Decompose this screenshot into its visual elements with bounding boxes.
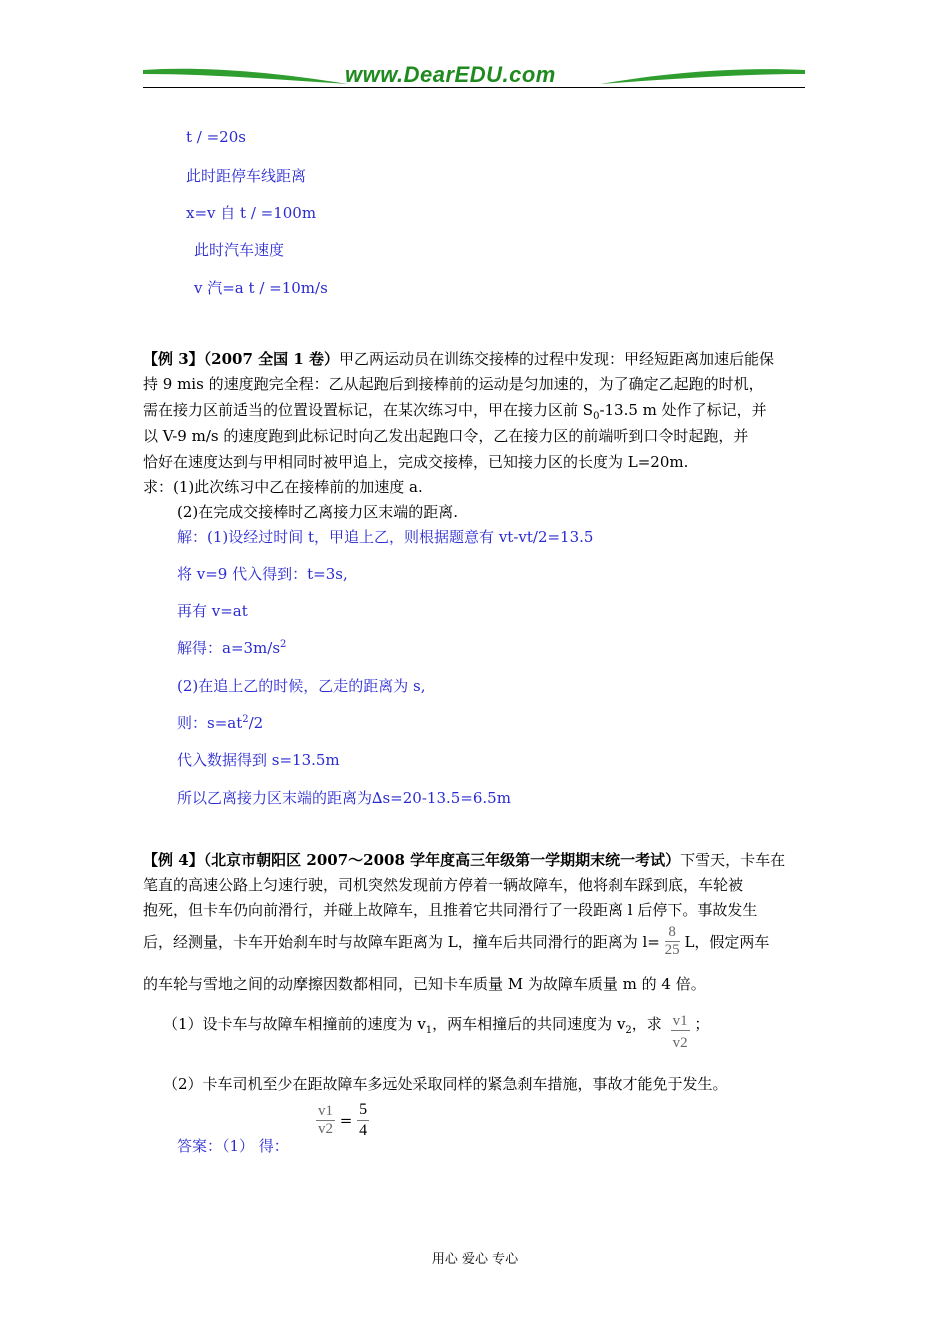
- problem-text: 的车轮与雪地之间的动摩擦因数都相同，已知卡车质量 M 为故障车质量 m 的 4 倍。: [143, 975, 706, 993]
- solution-line: 解：(1)设经过时间 t，甲追上乙，则根据题意有 vt-vt/2=13.5: [177, 528, 594, 546]
- fraction: [665, 924, 680, 959]
- example-source: （2007 全国 1 卷）: [203, 350, 340, 368]
- subscript: 2: [625, 1025, 632, 1036]
- answer-label: 答案：（1） 得：: [177, 1137, 289, 1155]
- example-source: （北京市朝阳区 2007～2008 学年度高三年级第一学期期末统一考试）: [203, 851, 681, 869]
- example-4-line: [143, 849, 785, 870]
- question-text: ；: [694, 1015, 710, 1033]
- solution-text: /2: [248, 714, 264, 732]
- fraction: [357, 1100, 369, 1141]
- right-swoosh-icon: [600, 64, 805, 88]
- subscript: 0: [593, 411, 600, 422]
- fraction-numerator: v1: [672, 1013, 688, 1029]
- fraction-denominator: 25: [664, 942, 680, 958]
- site-brand-logo: www.DearEDU.com: [345, 62, 556, 87]
- question-1: 求：(1)此次练习中乙在接棒前的加速度 a.: [143, 478, 423, 496]
- example-3-line: [143, 399, 767, 422]
- page-footer: 用心 爱心 专心: [431, 1252, 519, 1267]
- solution-line: [177, 637, 286, 658]
- solution-line: 所以乙离接力区末端的距离为∆s=20-13.5=6.5m: [177, 789, 511, 807]
- subscript: 1: [425, 1025, 433, 1036]
- fraction-denominator: 4: [359, 1122, 368, 1139]
- fraction-numerator: v1: [318, 1103, 333, 1119]
- fraction: [671, 1013, 690, 1052]
- problem-text: 抱死，但卡车仍向前滑行，并碰上故障车，且推着它共同滑行了一段距离 l 后停下。事故发生: [143, 901, 758, 919]
- solution-line: (2)在追上乙的时候，乙走的距离为 s,: [177, 677, 426, 695]
- question-text: ，两车相撞后的共同速度为 v: [432, 1015, 626, 1033]
- superscript: 2: [242, 714, 249, 725]
- solution-text: 解得：a=3m/s: [177, 639, 281, 657]
- problem-text: 下雪天，卡车在: [680, 851, 786, 869]
- problem-text: 需在接力区前适当的位置设置标记，在某次练习中，甲在接力区前 S: [143, 401, 594, 419]
- equals-sign: =: [339, 1111, 353, 1130]
- problem-text: 恰好在速度达到与甲相同时被甲追上，完成交接棒，已知接力区的长度为 L=20m.: [143, 453, 689, 471]
- solution-line: 将 v=9 代入得到：t=3s,: [177, 565, 348, 583]
- solution-line: t / =20s: [186, 128, 246, 146]
- fraction-numerator: 5: [357, 1100, 369, 1121]
- fraction: [316, 1103, 335, 1138]
- solution-line: 再有 v=at: [177, 602, 248, 620]
- problem-text: -13.5 m 处作了标记，并: [599, 401, 767, 419]
- header-rule: [143, 87, 805, 88]
- problem-text: 以 V-9 m/s 的速度跑到此标记时向乙发出起跑口令，乙在接力区的前端听到口令时起跑，并: [143, 427, 749, 445]
- example-tag: 【例 4】: [143, 851, 204, 869]
- example-4-line: [143, 924, 769, 959]
- solution-line: [177, 712, 263, 733]
- solution-line: 此时汽车速度: [194, 241, 285, 259]
- question-1: [163, 1013, 709, 1052]
- solution-line: 此时距停车线距离: [186, 167, 307, 185]
- problem-text: 甲乙两运动员在训练交接棒的过程中发现：甲经短距离加速后能保: [339, 350, 775, 368]
- problem-text: L，假定两车: [684, 933, 770, 951]
- question-2: (2)在完成交接棒时乙离接力区末端的距离.: [177, 503, 459, 521]
- solution-line: x=v 自 t / =100m: [186, 204, 317, 222]
- question-text: （1）设卡车与故障车相撞前的速度为 v: [163, 1015, 426, 1033]
- solution-line: v 汽=a t / =10m/s: [194, 279, 328, 297]
- question-text: ，求: [631, 1015, 662, 1033]
- superscript: 2: [280, 639, 287, 650]
- problem-text: 后，经测量，卡车开始刹车时与故障车距离为 L，撞车后共同滑行的距离为 l=: [143, 933, 660, 951]
- left-swoosh-icon: [143, 64, 348, 88]
- problem-text: 持 9 mis 的速度跑完全程：乙从起跑后到接棒前的运动是匀加速的，为了确定乙起跑的时机，: [143, 375, 764, 393]
- fraction-denominator: v2: [672, 1035, 688, 1051]
- fraction-numerator: 8: [665, 924, 680, 942]
- fraction-denominator: v2: [318, 1121, 333, 1137]
- example-tag: 【例 3】: [143, 350, 204, 368]
- problem-text: 笔直的高速公路上匀速行驶，司机突然发现前方停着一辆故障车，他将刹车踩到底，车轮被: [143, 876, 744, 894]
- example-3-line: [143, 348, 774, 369]
- question-2: （2）卡车司机至少在距故障车多远处采取同样的紧急刹车措施，事故才能免于发生。: [163, 1075, 728, 1093]
- solution-text: 则：s=at: [177, 714, 243, 732]
- solution-line: 代入数据得到 s=13.5m: [177, 751, 340, 769]
- answer-equation: [316, 1100, 369, 1141]
